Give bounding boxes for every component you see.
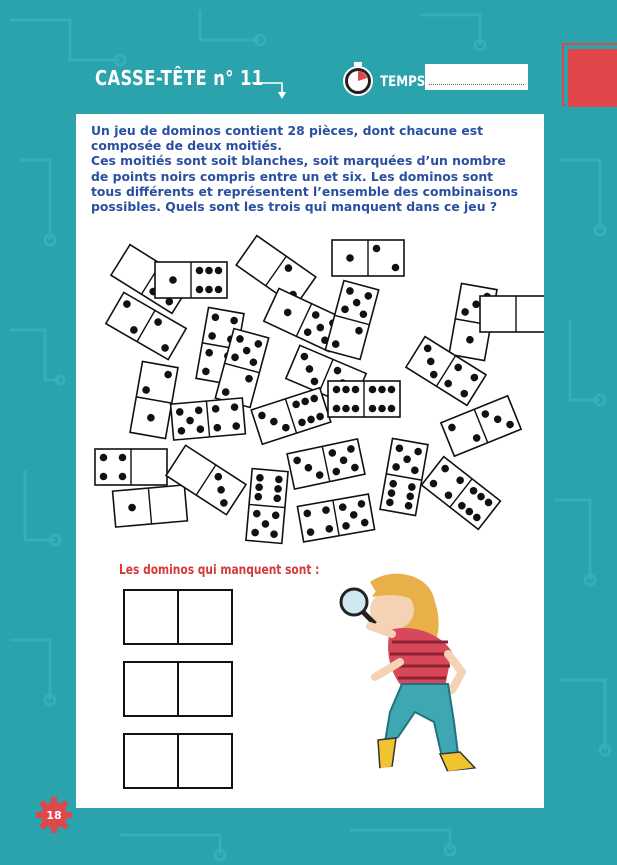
answer-half-left[interactable] xyxy=(125,591,177,643)
domino-pip xyxy=(100,454,108,462)
domino-pip xyxy=(352,405,360,413)
domino-pip xyxy=(373,245,381,253)
domino-pip xyxy=(196,267,204,275)
arrow-icon xyxy=(250,78,290,102)
domino-pip xyxy=(346,254,354,262)
domino-pip xyxy=(369,405,377,413)
domino xyxy=(325,281,378,360)
answer-half-right[interactable] xyxy=(177,735,231,787)
domino-pip xyxy=(378,405,386,413)
answer-half-right[interactable] xyxy=(177,591,231,643)
domino xyxy=(297,494,374,542)
answer-label: Les dominos qui manquent sont : xyxy=(119,563,320,578)
time-input[interactable] xyxy=(425,64,528,90)
domino-pip xyxy=(369,386,377,394)
domino-pip xyxy=(342,405,350,413)
page-number: 18 xyxy=(46,808,62,822)
domino xyxy=(155,262,227,298)
answer-domino-box[interactable] xyxy=(123,661,233,717)
domino-body xyxy=(480,296,544,332)
domino-pip xyxy=(205,267,213,275)
domino-pip xyxy=(215,267,223,275)
answer-half-left[interactable] xyxy=(125,735,177,787)
domino-pip xyxy=(378,386,386,394)
domino xyxy=(441,396,521,456)
domino xyxy=(328,381,400,417)
girl-with-magnifying-glass-illustration xyxy=(330,572,480,787)
domino-pip xyxy=(169,276,177,284)
domino-pip xyxy=(388,405,396,413)
corner-tab xyxy=(565,46,617,110)
instruction-line-2: Ces moitiés sont soit blanches, soit marquées d’un nombre de points noirs compris entre un et six. Les dominos sont tous différents et représentent l’ensemble des combinaisons possibles. Quels sont les trois qui manquent dans ce jeu ? xyxy=(91,153,519,215)
answer-domino-box[interactable] xyxy=(123,589,233,645)
time-dotted-line xyxy=(429,84,524,85)
domino xyxy=(95,449,167,485)
domino-pip xyxy=(205,286,213,294)
time-label: TEMPS xyxy=(380,74,426,90)
answer-half-right[interactable] xyxy=(177,663,231,715)
domino-pip xyxy=(388,386,396,394)
domino xyxy=(480,296,544,332)
domino xyxy=(113,485,188,527)
domino xyxy=(287,439,365,489)
domino xyxy=(380,438,428,515)
answer-domino-box[interactable] xyxy=(123,733,233,789)
domino-pip xyxy=(333,386,341,394)
domino-pip xyxy=(196,286,204,294)
domino xyxy=(171,398,246,440)
domino-pip xyxy=(333,405,341,413)
domino-pip xyxy=(342,386,350,394)
instruction-line-1: Un jeu de dominos contient 28 pièces, dont chacune est composée de deux moitiés. xyxy=(91,123,484,154)
domino xyxy=(246,469,288,544)
domino xyxy=(332,240,404,276)
domino-pip xyxy=(119,454,127,462)
domino-pip xyxy=(352,386,360,394)
stopwatch-icon xyxy=(342,62,374,96)
domino-pip xyxy=(392,264,400,272)
domino xyxy=(422,457,501,530)
domino-pip xyxy=(119,473,127,481)
dominos-area xyxy=(76,114,544,554)
domino xyxy=(130,361,178,438)
domino xyxy=(251,388,331,444)
answer-half-left[interactable] xyxy=(125,663,177,715)
domino-pip xyxy=(100,473,108,481)
domino-pip xyxy=(215,286,223,294)
puzzle-title: CASSE-TÊTE n° 11 xyxy=(95,66,264,90)
